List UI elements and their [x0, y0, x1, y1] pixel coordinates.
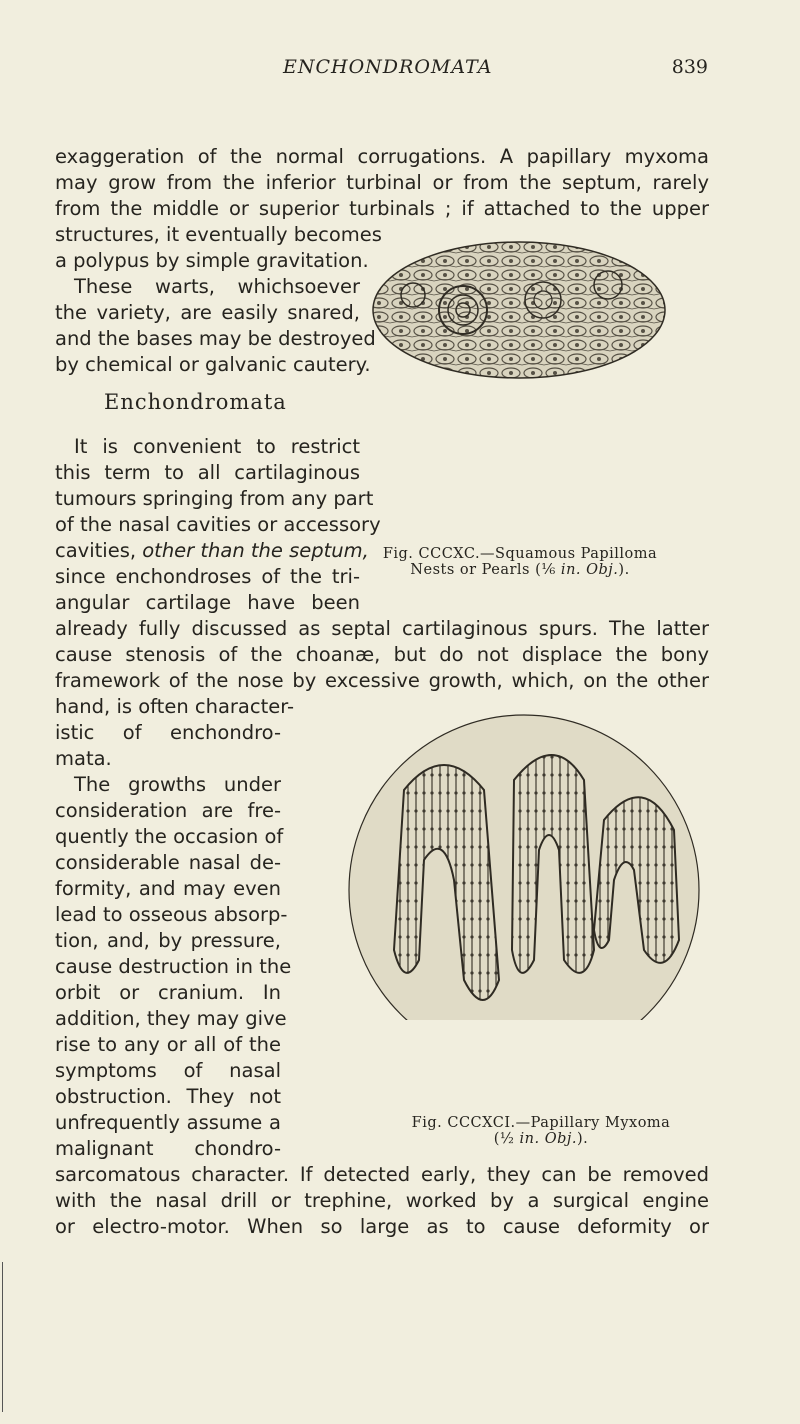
text-line: tion, and, by pressure, [55, 929, 281, 952]
text-line: and the bases may be destroyed [55, 327, 376, 350]
text-line: or electro-motor. When so large as to cause deformity or [55, 1215, 709, 1238]
text-line: unfrequently assume a [55, 1111, 281, 1134]
text-line: orbit or cranium. In [55, 981, 281, 1004]
caption-text: ( [493, 1131, 500, 1147]
micrograph-papillary-myxoma [284, 700, 714, 1020]
running-title: ENCHONDROMATA [283, 56, 493, 78]
caption-line: Fig. CCCXC.—Squamous Papilloma [382, 546, 658, 562]
text-line: lead to osseous absorp- [55, 903, 288, 926]
page-number: 839 [671, 56, 708, 78]
text-line [55, 538, 369, 564]
text-line: It is convenient to restrict [74, 435, 360, 458]
text-line: framework of the nose by excessive growth, which, on the other [55, 669, 709, 692]
caption-fraction: ½ [499, 1131, 515, 1147]
text-line: malignant chondro- [55, 1137, 281, 1160]
figure-papillary-myxoma [284, 700, 714, 1020]
italic-phrase: other than the septum, [142, 539, 369, 562]
figure-caption [370, 546, 670, 578]
text-line: formity, and may even [55, 877, 281, 900]
caption-text: ). [618, 562, 630, 578]
caption-text: Nests or Pearls ( [410, 562, 542, 578]
caption-italic: in. Obj. [555, 562, 619, 578]
text-line: mata. [55, 747, 112, 770]
text-line: quently the occasion of [55, 825, 284, 848]
text-line: by chemical or galvanic cautery. [55, 353, 371, 376]
text-line: hand, is often character- [55, 695, 295, 718]
text-span: cavities, [55, 539, 137, 562]
text-line: sarcomatous character. If detected early, they can be removed [55, 1163, 709, 1186]
text-line: a polypus by simple gravitation. [55, 249, 369, 272]
section-heading: Enchondromata [104, 390, 287, 414]
figure-squamous-papilloma [368, 240, 670, 380]
page-edge-line [2, 1262, 3, 1412]
caption-line [406, 1131, 676, 1147]
text-line: of the nasal cavities or accessory [55, 513, 381, 536]
text-line: structures, it eventually becomes [55, 223, 382, 246]
caption-line: Fig. CCCXCI.—Papillary Myxoma [411, 1115, 671, 1131]
text-line: obstruction. They not [55, 1085, 281, 1108]
text-line: already fully discussed as septal cartilaginous spurs. The latter [55, 617, 709, 640]
text-line: addition, they may give [55, 1007, 287, 1030]
caption-fraction: ⅙ [541, 562, 556, 578]
text-line: this term to all cartilaginous [55, 461, 360, 484]
text-line: symptoms of nasal [55, 1059, 281, 1082]
text-line: istic of enchondro- [55, 721, 281, 744]
caption-line [370, 562, 670, 578]
text-line: The growths under [74, 773, 281, 796]
page-header [0, 56, 800, 86]
text-line: considerable nasal de- [55, 851, 281, 874]
text-line: angular cartilage have been [55, 591, 360, 614]
text-line: cause destruction in the [55, 955, 292, 978]
text-line: exaggeration of the normal corrugations. A papillary myxoma [55, 145, 709, 168]
text-line: tumours springing from any part [55, 487, 374, 510]
text-line: with the nasal drill or trephine, worked by a surgical engine [55, 1189, 709, 1212]
text-line: the variety, are easily snared, [55, 301, 360, 324]
text-line: rise to any or all of the [55, 1033, 281, 1056]
text-line: since enchondroses of the tri- [55, 565, 360, 588]
text-line: consideration are fre- [55, 799, 281, 822]
figure-caption [406, 1115, 676, 1147]
micrograph-squamous-papilloma [368, 240, 670, 380]
text-line: These warts, whichsoever [74, 275, 360, 298]
caption-text: ). [577, 1131, 589, 1147]
text-line: from the middle or superior turbinals ; if attached to the upper [55, 197, 709, 220]
caption-italic: in. Obj. [514, 1131, 578, 1147]
text-line: cause stenosis of the choanæ, but do not displace the bony [55, 643, 709, 666]
text-line: may grow from the inferior turbinal or from the septum, rarely [55, 171, 709, 194]
